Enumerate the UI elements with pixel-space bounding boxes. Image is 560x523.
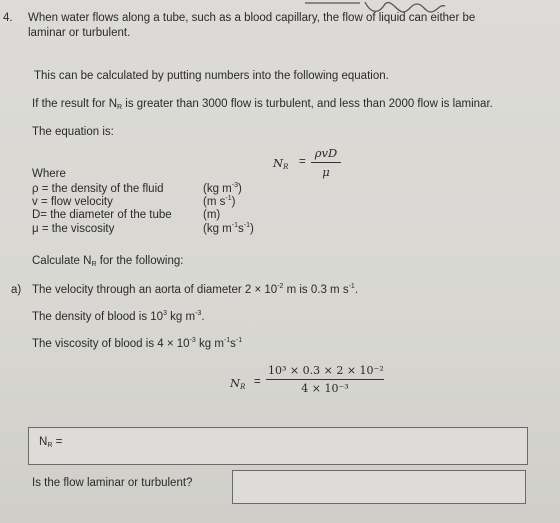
substitution-numerator: 10³ × 0.3 × 2 × 10⁻² [268,364,384,377]
definition-density-unit: (kg $m^{-3}$) [203,182,242,195]
question-number: 4. [3,12,13,24]
definition-velocity: v = flow velocity [32,196,113,208]
substitution-equals: = [254,376,261,388]
flow-answer-box[interactable] [232,470,526,504]
definition-diameter: D= the diameter of the tube [32,209,172,221]
part-a-label: a) [11,284,22,296]
rule-text: If the result for $N_R$ is greater than 3000 flow is turbulent, and less than 2000 flow is laminar. [32,98,493,111]
definition-viscosity-unit: (kg $m^{-1}s^{-1}$) [203,222,254,235]
viscosity-statement: The viscosity of blood is $4 \times 10^{-3}$ kg $m^{-1}s^{-1}$ [32,337,243,350]
definition-diameter-unit: (m) [203,209,221,221]
equation-fraction [311,146,341,179]
density-statement: The density of blood is $10^3$ kg $m^{-3}$. [32,310,205,323]
nr-answer-label: $N_R$ = [39,436,63,449]
flow-question: Is the flow laminar or turbulent? [32,477,193,489]
definition-density: ρ = the density of the fluid [32,183,164,195]
substitution-lhs: $N_R$ [230,376,246,391]
equation-intro: The equation is: [32,126,114,138]
substitution-fraction [266,364,384,395]
equation-lhs: $N_R$ [273,156,289,171]
equation-equals: = [299,156,306,168]
intro-line-1: When water flows along a tube, such as a blood capillary, the flow of liquid can either be [28,12,476,24]
where-label: Where [32,168,66,180]
velocity-statement: The velocity through an aorta of diameter $2 \times 10^{-2}$ m is 0.3 m $s^{-1}$. [32,283,359,296]
substitution-denominator: 4 × 10⁻³ [301,382,349,395]
definition-velocity-unit: (m $s^{-1}$) [203,195,236,208]
calculate-instruction: Calculate $N_R$ for the following: [32,255,184,268]
definition-viscosity: μ = the viscosity [32,223,115,235]
nr-answer-box[interactable] [28,427,528,465]
intro-line-2: laminar or turbulent. [28,27,131,39]
equation-numerator: ρvD [314,146,338,160]
equation-denominator: μ [322,165,330,179]
calc-instruction: This can be calculated by putting numbers into the following equation. [34,70,389,82]
